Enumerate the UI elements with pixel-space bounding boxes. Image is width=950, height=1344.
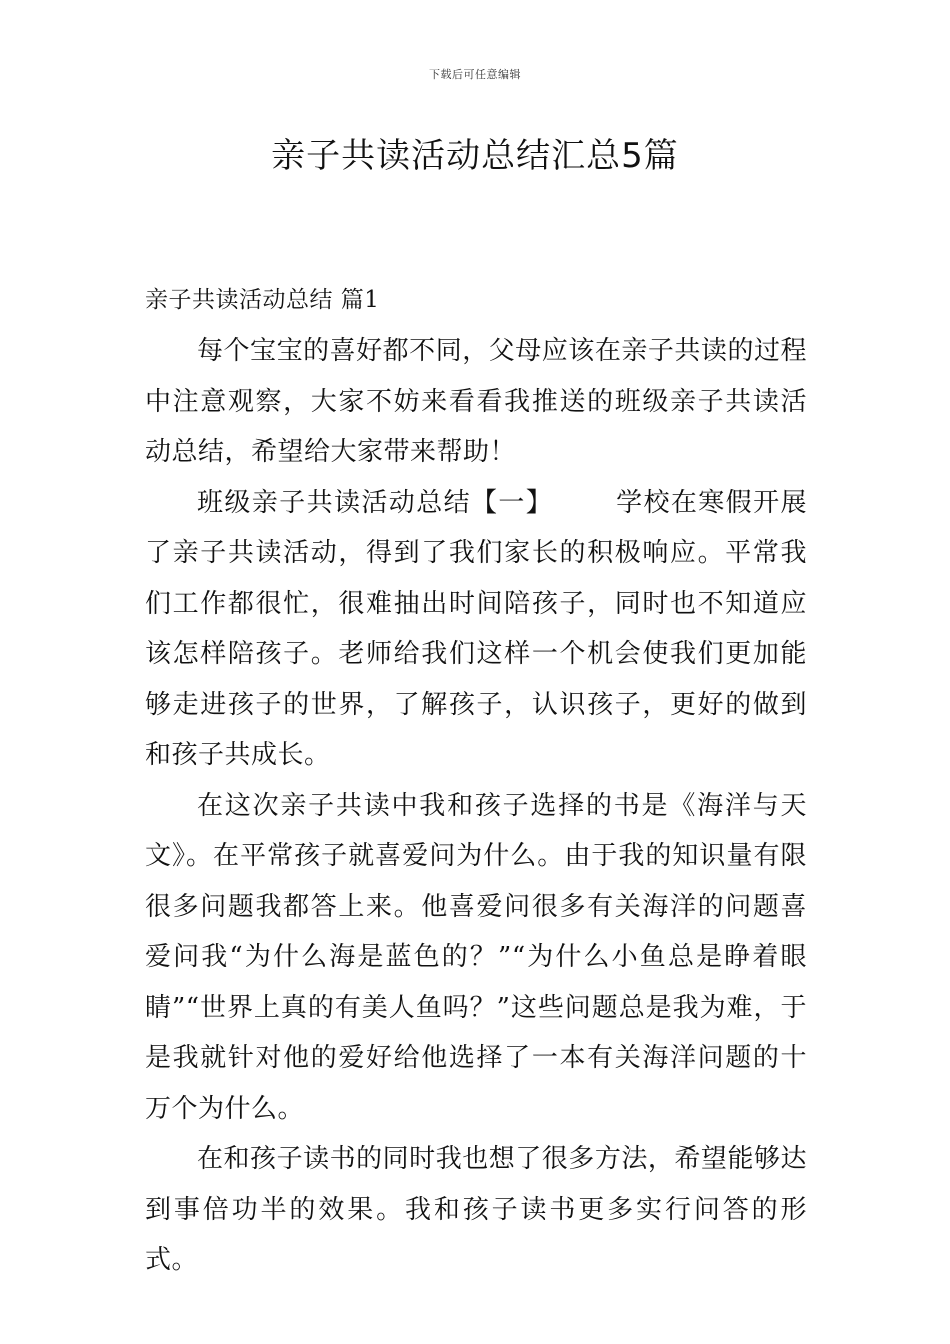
paragraph-class-summary bbox=[145, 478, 807, 781]
header-note: 下载后可任意编辑 bbox=[429, 68, 521, 81]
subheading-inline: 班级亲子共读活动总结【一】 bbox=[197, 487, 554, 518]
paragraph-class-summary-text: 学校在寒假开展了亲子共读活动，得到了我们家长的积极响应。平常我们工作都很忙，很难抽出时间陪孩子，同时也不知道应该怎样陪孩子。老师给我们这样一个机会使我们更加能够走进孩子的世界，了解孩子，认识孩子，更好的做到和孩子共成长。 bbox=[145, 487, 807, 770]
document-body bbox=[145, 282, 807, 1286]
paragraph-intro: 每个宝宝的喜好都不同，父母应该在亲子共读的过程中注意观察，大家不妨来看看我推送的班级亲子共读活动总结，希望给大家带来帮助！ bbox=[145, 336, 807, 467]
paragraph-reading-method: 在和孩子读书的同时我也想了很多方法，希望能够达到事倍功半的效果。我和孩子读书更多实行问答的形式。 bbox=[145, 1144, 807, 1275]
paragraph-book-choice: 在这次亲子共读中我和孩子选择的书是《海洋与天文》。在平常孩子就喜爱问为什么。由于我的知识量有限很多问题我都答上来。他喜爱问很多有关海洋的问题喜爱问我“为什么海是蓝色的？”“为什么小鱼总是睁着眼睛”“世界上真的有美人鱼吗？”这些问题总是我为难，于是我就针对他的爱好给他选择了一本有关海洋问题的十万个为什么。 bbox=[145, 790, 807, 1124]
section-heading: 亲子共读活动总结 篇1 bbox=[145, 287, 380, 313]
document-title: 亲子共读活动总结汇总5篇 bbox=[271, 136, 679, 176]
